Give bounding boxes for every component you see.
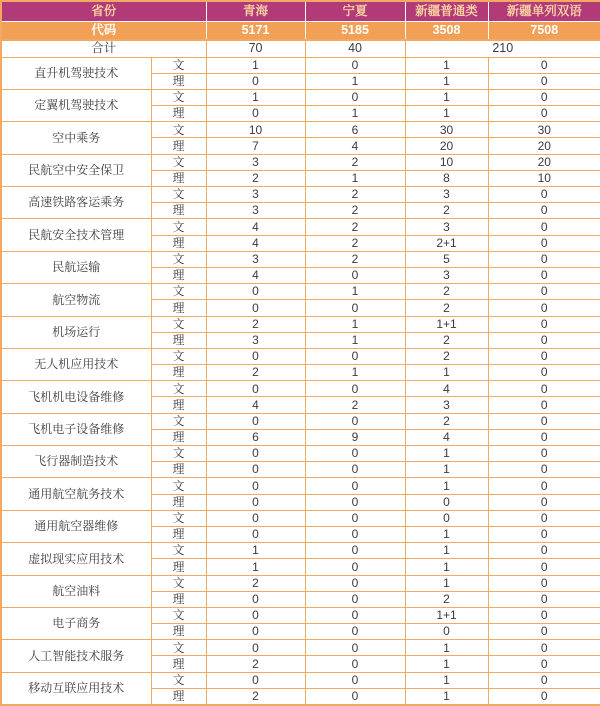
value-cell: 2 [206,365,305,381]
major-row-arts [1,284,600,300]
value-cell: 3 [405,187,488,203]
value-cell: 0 [305,640,405,656]
major-name-cell: 电子商务 [1,607,151,639]
major-name-cell: 航空油料 [1,575,151,607]
value-cell: 0 [488,106,600,122]
value-cell: 0 [206,640,305,656]
value-cell: 3 [206,251,305,267]
stream-arts-cell: 文 [151,251,206,267]
value-cell: 0 [488,656,600,672]
stream-science-cell: 理 [151,235,206,251]
value-cell: 3 [405,219,488,235]
value-cell: 2 [305,154,405,170]
major-name-cell: 机场运行 [1,316,151,348]
value-cell: 2 [305,235,405,251]
value-cell: 0 [488,316,600,332]
stream-science-cell: 理 [151,429,206,445]
value-cell: 0 [488,672,600,688]
value-cell: 0 [488,284,600,300]
stream-science-cell: 理 [151,365,206,381]
value-cell: 3 [206,187,305,203]
stream-arts-cell: 文 [151,607,206,623]
value-cell: 0 [488,381,600,397]
total-ningxia: 40 [305,40,405,57]
value-cell: 1 [405,57,488,73]
major-name-cell: 虚拟现实应用技术 [1,543,151,575]
value-cell: 0 [305,267,405,283]
value-cell: 2 [305,397,405,413]
major-row-arts [1,543,600,559]
stream-science-cell: 理 [151,106,206,122]
major-name-cell: 通用航空航务技术 [1,478,151,510]
stream-science-cell: 理 [151,267,206,283]
value-cell: 0 [305,510,405,526]
value-cell: 0 [206,478,305,494]
stream-science-cell: 理 [151,656,206,672]
value-cell: 0 [488,397,600,413]
major-name-cell: 飞机电子设备维修 [1,413,151,445]
value-cell: 1 [305,332,405,348]
stream-arts-cell: 文 [151,446,206,462]
value-cell: 4 [405,381,488,397]
stream-arts-cell: 文 [151,413,206,429]
value-cell: 6 [305,122,405,138]
value-cell: 1 [305,365,405,381]
major-name-cell: 移动互联应用技术 [1,672,151,704]
major-row-arts [1,510,600,526]
value-cell: 0 [405,494,488,510]
value-cell: 0 [206,300,305,316]
value-cell: 2 [206,575,305,591]
majors-body [1,57,600,705]
code-xinjiang-bilingual: 7508 [488,21,600,40]
value-cell: 0 [305,688,405,704]
value-cell: 2 [305,203,405,219]
value-cell: 2 [305,251,405,267]
value-cell: 0 [206,413,305,429]
stream-science-cell: 理 [151,688,206,704]
value-cell: 0 [305,526,405,542]
value-cell: 0 [488,688,600,704]
stream-science-cell: 理 [151,73,206,89]
value-cell: 2 [405,348,488,364]
value-cell: 0 [206,446,305,462]
value-cell: 0 [206,607,305,623]
value-cell: 0 [305,89,405,105]
value-cell: 0 [206,462,305,478]
value-cell: 0 [488,348,600,364]
province-header-label: 省份 [1,1,206,21]
value-cell: 0 [305,446,405,462]
value-cell: 20 [488,154,600,170]
value-cell: 0 [206,526,305,542]
stream-science-cell: 理 [151,559,206,575]
value-cell: 0 [488,300,600,316]
major-row-arts [1,446,600,462]
value-cell: 0 [206,348,305,364]
stream-arts-cell: 文 [151,219,206,235]
value-cell: 0 [488,478,600,494]
value-cell: 0 [206,73,305,89]
value-cell: 1 [405,672,488,688]
value-cell: 1 [405,478,488,494]
value-cell: 2 [305,219,405,235]
value-cell: 1 [206,543,305,559]
value-cell: 4 [305,138,405,154]
value-cell: 0 [305,348,405,364]
stream-arts-cell: 文 [151,381,206,397]
value-cell: 1 [405,462,488,478]
stream-science-cell: 理 [151,332,206,348]
stream-science-cell: 理 [151,526,206,542]
value-cell: 1 [405,106,488,122]
value-cell: 0 [488,365,600,381]
value-cell: 0 [305,672,405,688]
value-cell: 20 [405,138,488,154]
value-cell: 1 [405,656,488,672]
value-cell: 1 [405,526,488,542]
stream-arts-cell: 文 [151,316,206,332]
value-cell: 0 [488,89,600,105]
stream-science-cell: 理 [151,203,206,219]
value-cell: 1 [405,365,488,381]
major-row-arts [1,575,600,591]
value-cell: 10 [488,170,600,186]
major-name-cell: 直升机驾驶技术 [1,57,151,89]
value-cell: 0 [488,332,600,348]
value-cell: 1 [405,543,488,559]
code-ningxia: 5185 [305,21,405,40]
value-cell: 0 [305,543,405,559]
major-row-arts [1,381,600,397]
value-cell: 1 [405,89,488,105]
stream-arts-cell: 文 [151,187,206,203]
major-row-arts [1,187,600,203]
value-cell: 0 [488,526,600,542]
value-cell: 2 [206,688,305,704]
value-cell: 1 [405,640,488,656]
code-qinghai: 5171 [206,21,305,40]
value-cell: 2 [405,284,488,300]
value-cell: 2+1 [405,235,488,251]
stream-arts-cell: 文 [151,478,206,494]
stream-arts-cell: 文 [151,348,206,364]
major-row-arts [1,154,600,170]
value-cell: 0 [305,656,405,672]
major-row-arts [1,316,600,332]
major-name-cell: 高速铁路客运乘务 [1,187,151,219]
stream-science-cell: 理 [151,591,206,607]
major-name-cell: 无人机应用技术 [1,348,151,380]
value-cell: 0 [488,429,600,445]
total-row [1,40,600,57]
value-cell: 3 [206,332,305,348]
major-row-arts [1,122,600,138]
code-header-label: 代码 [1,21,206,40]
value-cell: 4 [206,267,305,283]
value-cell: 0 [305,607,405,623]
stream-arts-cell: 文 [151,154,206,170]
value-cell: 0 [206,624,305,640]
value-cell: 0 [488,413,600,429]
value-cell: 0 [305,624,405,640]
value-cell: 6 [206,429,305,445]
value-cell: 5 [405,251,488,267]
value-cell: 0 [488,267,600,283]
value-cell: 1 [305,106,405,122]
major-row-arts [1,89,600,105]
value-cell: 7 [206,138,305,154]
total-qinghai: 70 [206,40,305,57]
value-cell: 0 [488,57,600,73]
value-cell: 3 [405,267,488,283]
major-row-arts [1,57,600,73]
major-row-arts [1,640,600,656]
value-cell: 0 [405,624,488,640]
major-name-cell: 飞行器制造技术 [1,446,151,478]
value-cell: 0 [305,413,405,429]
value-cell: 2 [405,591,488,607]
value-cell: 0 [488,203,600,219]
value-cell: 1 [305,73,405,89]
province-qinghai: 青海 [206,1,305,21]
value-cell: 0 [488,219,600,235]
value-cell: 0 [488,575,600,591]
value-cell: 2 [206,170,305,186]
value-cell: 1 [305,170,405,186]
value-cell: 0 [206,672,305,688]
province-xinjiang-bilingual: 新疆单列双语 [488,1,600,21]
major-row-arts [1,478,600,494]
value-cell: 30 [488,122,600,138]
value-cell: 2 [405,203,488,219]
value-cell: 1 [206,559,305,575]
major-row-arts [1,413,600,429]
stream-science-cell: 理 [151,462,206,478]
province-xinjiang-general: 新疆普通类 [405,1,488,21]
stream-science-cell: 理 [151,397,206,413]
value-cell: 2 [206,656,305,672]
stream-arts-cell: 文 [151,284,206,300]
stream-arts-cell: 文 [151,640,206,656]
major-name-cell: 飞机机电设备维修 [1,381,151,413]
stream-science-cell: 理 [151,170,206,186]
value-cell: 1 [206,57,305,73]
value-cell: 0 [488,251,600,267]
stream-arts-cell: 文 [151,543,206,559]
value-cell: 0 [206,284,305,300]
stream-arts-cell: 文 [151,510,206,526]
value-cell: 8 [405,170,488,186]
stream-arts-cell: 文 [151,672,206,688]
province-ningxia: 宁夏 [305,1,405,21]
value-cell: 3 [206,154,305,170]
value-cell: 2 [405,332,488,348]
value-cell: 0 [488,559,600,575]
major-name-cell: 航空物流 [1,284,151,316]
value-cell: 20 [488,138,600,154]
value-cell: 0 [206,494,305,510]
value-cell: 0 [305,57,405,73]
value-cell: 1 [305,284,405,300]
stream-science-cell: 理 [151,138,206,154]
value-cell: 0 [488,235,600,251]
value-cell: 1 [405,446,488,462]
value-cell: 0 [488,510,600,526]
total-xinjiang-combined: 210 [405,40,600,57]
major-name-cell: 民航安全技术管理 [1,219,151,251]
value-cell: 0 [488,624,600,640]
major-row-arts [1,672,600,688]
major-name-cell: 人工智能技术服务 [1,640,151,672]
value-cell: 0 [488,187,600,203]
value-cell: 2 [405,300,488,316]
value-cell: 4 [206,397,305,413]
value-cell: 1 [405,688,488,704]
value-cell: 30 [405,122,488,138]
header-row-code [1,21,600,40]
value-cell: 1 [305,316,405,332]
value-cell: 0 [305,381,405,397]
value-cell: 2 [305,187,405,203]
major-name-cell: 空中乘务 [1,122,151,154]
stream-arts-cell: 文 [151,122,206,138]
stream-science-cell: 理 [151,624,206,640]
value-cell: 0 [305,462,405,478]
value-cell: 0 [305,494,405,510]
header-row-province [1,1,600,21]
major-row-arts [1,607,600,623]
value-cell: 1+1 [405,607,488,623]
value-cell: 0 [488,494,600,510]
value-cell: 1 [206,89,305,105]
code-xinjiang-general: 3508 [405,21,488,40]
value-cell: 1 [405,73,488,89]
value-cell: 0 [206,591,305,607]
value-cell: 10 [206,122,305,138]
stream-science-cell: 理 [151,494,206,510]
major-row-arts [1,348,600,364]
value-cell: 0 [305,300,405,316]
stream-arts-cell: 文 [151,57,206,73]
value-cell: 0 [488,640,600,656]
value-cell: 0 [305,478,405,494]
major-name-cell: 民航运输 [1,251,151,283]
stream-science-cell: 理 [151,300,206,316]
value-cell: 0 [488,607,600,623]
value-cell: 0 [488,73,600,89]
major-row-arts [1,251,600,267]
major-name-cell: 通用航空器维修 [1,510,151,542]
value-cell: 0 [206,106,305,122]
value-cell: 3 [206,203,305,219]
value-cell: 1 [405,575,488,591]
major-name-cell: 定翼机驾驶技术 [1,89,151,121]
value-cell: 0 [305,559,405,575]
value-cell: 0 [206,381,305,397]
value-cell: 0 [305,591,405,607]
value-cell: 0 [405,510,488,526]
value-cell: 0 [305,575,405,591]
value-cell: 2 [206,316,305,332]
value-cell: 9 [305,429,405,445]
major-name-cell: 民航空中安全保卫 [1,154,151,186]
value-cell: 1+1 [405,316,488,332]
value-cell: 0 [488,462,600,478]
value-cell: 0 [206,510,305,526]
stream-arts-cell: 文 [151,89,206,105]
value-cell: 1 [405,559,488,575]
value-cell: 10 [405,154,488,170]
value-cell: 0 [488,591,600,607]
total-label: 合计 [1,40,206,57]
value-cell: 4 [206,219,305,235]
value-cell: 0 [488,543,600,559]
value-cell: 4 [405,429,488,445]
value-cell: 3 [405,397,488,413]
stream-arts-cell: 文 [151,575,206,591]
major-row-arts [1,219,600,235]
value-cell: 2 [405,413,488,429]
value-cell: 0 [488,446,600,462]
value-cell: 4 [206,235,305,251]
